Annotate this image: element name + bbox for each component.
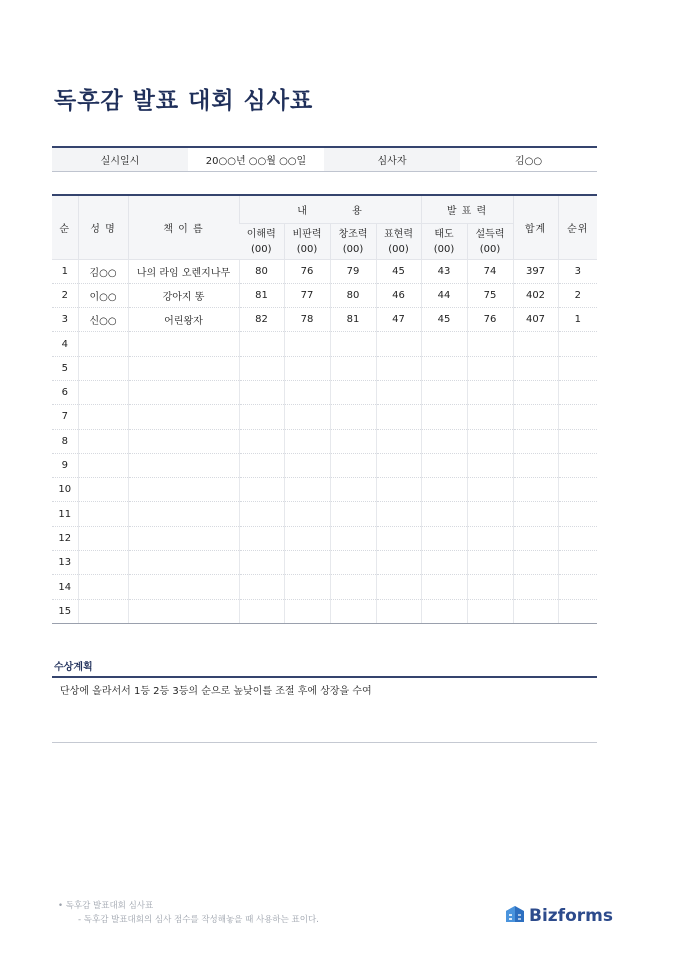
cell-book <box>128 599 239 623</box>
header-name: 성 명 <box>78 195 128 259</box>
cell-attitude <box>421 429 467 453</box>
cell-rank <box>558 405 597 429</box>
cell-comprehension: 80 <box>239 259 284 283</box>
cell-rank <box>558 551 597 575</box>
cell-critique <box>284 356 330 380</box>
cell-book <box>128 551 239 575</box>
cell-attitude <box>421 502 467 526</box>
cell-no: 7 <box>52 405 78 429</box>
cell-name <box>78 380 128 404</box>
cell-total <box>513 502 558 526</box>
award-divider <box>52 676 597 678</box>
cell-attitude <box>421 332 467 356</box>
cell-book <box>128 429 239 453</box>
cell-critique <box>284 429 330 453</box>
cell-creativity <box>330 380 376 404</box>
cell-name <box>78 575 128 599</box>
cell-name <box>78 478 128 502</box>
cell-attitude <box>421 356 467 380</box>
cell-critique <box>284 453 330 477</box>
cell-total <box>513 575 558 599</box>
cell-rank: 3 <box>558 259 597 283</box>
cell-no: 11 <box>52 502 78 526</box>
score-table-header <box>52 195 597 259</box>
cell-book <box>128 332 239 356</box>
cell-total: 402 <box>513 283 558 307</box>
cell-book <box>128 502 239 526</box>
header-attitude: 태도 <box>421 223 467 241</box>
header-creativity: 창조력 <box>330 223 376 241</box>
cell-name <box>78 551 128 575</box>
cell-comprehension <box>239 356 284 380</box>
cell-name <box>78 356 128 380</box>
cell-expression: 45 <box>376 259 421 283</box>
cell-persuasion: 75 <box>467 283 513 307</box>
cell-attitude <box>421 551 467 575</box>
header-expression: 표현력 <box>376 223 421 241</box>
cell-persuasion <box>467 356 513 380</box>
cell-persuasion <box>467 405 513 429</box>
header-rank: 순위 <box>558 195 597 259</box>
cell-no: 5 <box>52 356 78 380</box>
cell-book: 강아지 똥 <box>128 283 239 307</box>
cell-attitude <box>421 478 467 502</box>
cell-attitude <box>421 575 467 599</box>
cell-expression: 47 <box>376 308 421 332</box>
cell-comprehension <box>239 526 284 550</box>
table-row <box>52 356 597 380</box>
header-presentation-group: 발 표 력 <box>421 195 513 223</box>
cell-book <box>128 453 239 477</box>
cell-total <box>513 405 558 429</box>
cell-rank <box>558 599 597 623</box>
cell-comprehension <box>239 405 284 429</box>
cell-no: 1 <box>52 259 78 283</box>
header-points: (00) <box>421 241 467 259</box>
cell-creativity <box>330 599 376 623</box>
cell-expression <box>376 356 421 380</box>
cell-creativity <box>330 332 376 356</box>
cell-creativity <box>330 502 376 526</box>
cell-expression <box>376 575 421 599</box>
header-points: (00) <box>467 241 513 259</box>
cell-no: 4 <box>52 332 78 356</box>
header-points: (00) <box>284 241 330 259</box>
cell-no: 12 <box>52 526 78 550</box>
cell-critique: 76 <box>284 259 330 283</box>
header-points: (00) <box>239 241 284 259</box>
cell-expression <box>376 599 421 623</box>
cell-rank: 2 <box>558 283 597 307</box>
header-persuasion: 설득력 <box>467 223 513 241</box>
header-critique: 비판력 <box>284 223 330 241</box>
cell-rank <box>558 526 597 550</box>
award-bottom-divider <box>52 742 597 743</box>
cell-attitude <box>421 453 467 477</box>
info-spacer <box>52 170 597 195</box>
cell-rank <box>558 380 597 404</box>
cell-persuasion <box>467 502 513 526</box>
cell-no: 10 <box>52 478 78 502</box>
cell-book <box>128 575 239 599</box>
cell-rank <box>558 429 597 453</box>
cell-book <box>128 405 239 429</box>
cell-expression: 46 <box>376 283 421 307</box>
cell-no: 15 <box>52 599 78 623</box>
cell-rank <box>558 453 597 477</box>
cell-comprehension <box>239 429 284 453</box>
cell-name <box>78 599 128 623</box>
cell-comprehension: 81 <box>239 283 284 307</box>
cell-expression <box>376 429 421 453</box>
cell-no: 6 <box>52 380 78 404</box>
cell-expression <box>376 551 421 575</box>
cell-rank <box>558 575 597 599</box>
footer-note-desc: - 독후감 발표대회의 심사 점수를 작성해놓을 때 사용하는 표이다. <box>78 915 319 925</box>
cell-creativity <box>330 356 376 380</box>
cell-comprehension <box>239 453 284 477</box>
cell-creativity <box>330 551 376 575</box>
table-row <box>52 502 597 526</box>
table-row <box>52 283 597 307</box>
cell-name <box>78 526 128 550</box>
header-book: 책 이 름 <box>128 195 239 259</box>
cell-critique: 78 <box>284 308 330 332</box>
cell-creativity: 79 <box>330 259 376 283</box>
cell-total: 397 <box>513 259 558 283</box>
header-no: 순 <box>52 195 78 259</box>
header-comprehension: 이해력 <box>239 223 284 241</box>
table-row <box>52 551 597 575</box>
cell-no: 14 <box>52 575 78 599</box>
cell-name <box>78 405 128 429</box>
date-label: 실시일시 <box>52 147 188 172</box>
award-title: 수상계획 <box>54 662 93 673</box>
cell-persuasion <box>467 575 513 599</box>
cell-total <box>513 380 558 404</box>
cell-expression <box>376 453 421 477</box>
cell-total <box>513 599 558 623</box>
table-row <box>52 526 597 550</box>
cell-critique <box>284 380 330 404</box>
cell-book: 어린왕자 <box>128 308 239 332</box>
cell-name: 신○○ <box>78 308 128 332</box>
footer-note-title: • 독후감 발표대회 심사표 <box>58 901 154 911</box>
cell-rank <box>558 356 597 380</box>
cell-creativity <box>330 405 376 429</box>
header-points: (00) <box>376 241 421 259</box>
cell-attitude: 44 <box>421 283 467 307</box>
cell-critique <box>284 551 330 575</box>
table-row <box>52 478 597 502</box>
cell-critique <box>284 599 330 623</box>
table-row <box>52 259 597 283</box>
score-table <box>52 194 597 624</box>
cell-total <box>513 551 558 575</box>
cell-name <box>78 502 128 526</box>
cell-creativity <box>330 575 376 599</box>
cell-attitude: 43 <box>421 259 467 283</box>
cell-book <box>128 478 239 502</box>
judge-label: 심사자 <box>324 147 460 172</box>
table-row <box>52 429 597 453</box>
cell-total <box>513 429 558 453</box>
info-table <box>52 146 597 172</box>
cell-persuasion <box>467 526 513 550</box>
brand-logo[interactable] <box>505 905 613 927</box>
cell-attitude <box>421 405 467 429</box>
cell-no: 2 <box>52 283 78 307</box>
cell-attitude <box>421 380 467 404</box>
cell-creativity <box>330 453 376 477</box>
cell-rank: 1 <box>558 308 597 332</box>
cell-persuasion <box>467 478 513 502</box>
header-total: 합계 <box>513 195 558 259</box>
cell-expression <box>376 380 421 404</box>
cell-book <box>128 380 239 404</box>
cell-no: 9 <box>52 453 78 477</box>
table-row <box>52 332 597 356</box>
cell-total <box>513 332 558 356</box>
award-text: 단상에 올라서서 1등 2등 3등의 순으로 높낮이를 조절 후에 상장을 수여 <box>60 686 372 697</box>
cell-creativity <box>330 478 376 502</box>
building-icon <box>505 905 525 927</box>
cell-critique <box>284 405 330 429</box>
cell-name <box>78 453 128 477</box>
score-table-body <box>52 259 597 623</box>
cell-critique <box>284 526 330 550</box>
cell-persuasion: 76 <box>467 308 513 332</box>
cell-critique <box>284 332 330 356</box>
cell-expression <box>376 405 421 429</box>
cell-name: 김○○ <box>78 259 128 283</box>
cell-attitude: 45 <box>421 308 467 332</box>
cell-persuasion <box>467 551 513 575</box>
cell-comprehension <box>239 332 284 356</box>
cell-attitude <box>421 599 467 623</box>
table-row <box>52 453 597 477</box>
judge-value: 김○○ <box>514 156 543 167</box>
cell-total <box>513 526 558 550</box>
page-title: 독후감 발표 대회 심사표 <box>54 88 314 114</box>
cell-book <box>128 356 239 380</box>
cell-persuasion <box>467 599 513 623</box>
table-row <box>52 380 597 404</box>
cell-expression <box>376 502 421 526</box>
cell-creativity: 81 <box>330 308 376 332</box>
cell-book: 나의 라임 오렌지나무 <box>128 259 239 283</box>
cell-critique <box>284 478 330 502</box>
cell-creativity <box>330 526 376 550</box>
cell-rank <box>558 478 597 502</box>
cell-persuasion <box>467 453 513 477</box>
table-row <box>52 405 597 429</box>
cell-name <box>78 429 128 453</box>
cell-comprehension <box>239 478 284 502</box>
date-value: 20○○년 ○○월 ○○일 <box>205 156 307 167</box>
cell-total <box>513 356 558 380</box>
header-content-group: 내 용 <box>239 195 421 223</box>
cell-comprehension: 82 <box>239 308 284 332</box>
brand-name: Bizforms <box>529 906 613 926</box>
cell-creativity <box>330 429 376 453</box>
table-row <box>52 599 597 623</box>
cell-comprehension <box>239 599 284 623</box>
cell-no: 13 <box>52 551 78 575</box>
cell-expression <box>376 332 421 356</box>
cell-persuasion <box>467 429 513 453</box>
cell-no: 3 <box>52 308 78 332</box>
cell-name: 이○○ <box>78 283 128 307</box>
cell-persuasion <box>467 380 513 404</box>
table-row <box>52 308 597 332</box>
cell-critique <box>284 575 330 599</box>
cell-persuasion <box>467 332 513 356</box>
cell-comprehension <box>239 551 284 575</box>
cell-comprehension <box>239 502 284 526</box>
table-row <box>52 575 597 599</box>
cell-total <box>513 453 558 477</box>
cell-comprehension <box>239 575 284 599</box>
cell-name <box>78 332 128 356</box>
cell-expression <box>376 478 421 502</box>
cell-rank <box>558 332 597 356</box>
header-points: (00) <box>330 241 376 259</box>
cell-comprehension <box>239 380 284 404</box>
cell-persuasion: 74 <box>467 259 513 283</box>
cell-expression <box>376 526 421 550</box>
cell-creativity: 80 <box>330 283 376 307</box>
cell-critique: 77 <box>284 283 330 307</box>
cell-no: 8 <box>52 429 78 453</box>
cell-total <box>513 478 558 502</box>
cell-critique <box>284 502 330 526</box>
cell-attitude <box>421 526 467 550</box>
cell-rank <box>558 502 597 526</box>
cell-book <box>128 526 239 550</box>
cell-total: 407 <box>513 308 558 332</box>
